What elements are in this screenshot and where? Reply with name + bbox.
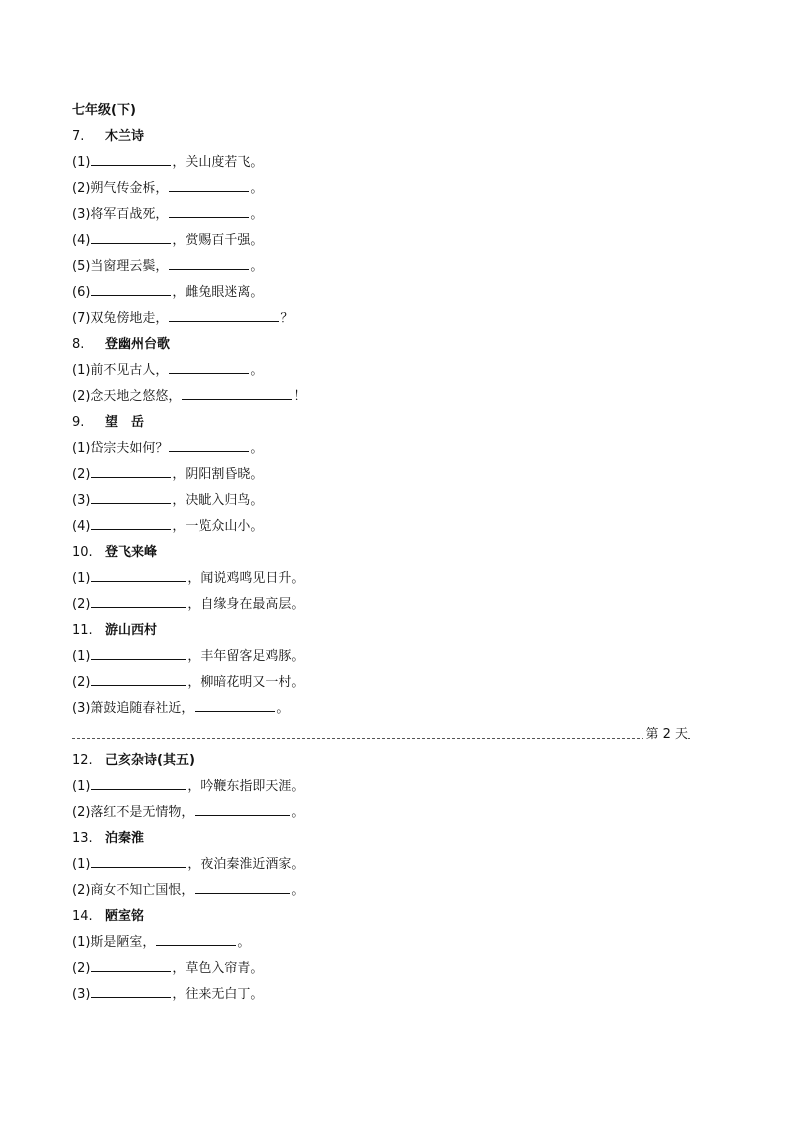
line-prefix: (2)商女不知亡国恨， <box>72 883 195 898</box>
answer-blank[interactable] <box>195 879 290 894</box>
question-line <box>72 384 690 410</box>
answer-blank[interactable] <box>91 567 186 582</box>
line-suffix: ，丰年留客足鸡豚。 <box>187 649 305 664</box>
line-suffix: ，自缘身在最高层。 <box>187 597 305 612</box>
question-line <box>72 254 690 280</box>
question-line <box>72 176 690 202</box>
answer-blank[interactable] <box>91 853 186 868</box>
line-suffix: ，夜泊秦淮近酒家。 <box>187 857 305 872</box>
line-prefix: (1) <box>72 779 91 794</box>
answer-blank[interactable] <box>91 775 186 790</box>
question-line <box>72 436 690 462</box>
answer-blank[interactable] <box>91 463 171 478</box>
line-prefix: (7)双兔傍地走， <box>72 311 169 326</box>
question-line <box>72 644 690 670</box>
answer-blank[interactable] <box>156 931 236 946</box>
line-prefix: (2) <box>72 597 91 612</box>
line-suffix: ，吟鞭东指即天涯。 <box>187 779 305 794</box>
section-heading <box>72 748 690 774</box>
section-heading <box>72 826 690 852</box>
section-number: 8. <box>72 337 85 352</box>
line-suffix: ，草色入帘青。 <box>172 961 264 976</box>
line-suffix: 。 <box>291 883 305 898</box>
line-prefix: (4) <box>72 519 91 534</box>
worksheet <box>72 98 690 1008</box>
answer-blank[interactable] <box>169 359 249 374</box>
line-prefix: (3)将军百战死， <box>72 207 169 222</box>
section-heading <box>72 540 690 566</box>
answer-blank[interactable] <box>169 203 249 218</box>
section-heading <box>72 124 690 150</box>
line-suffix: 。 <box>250 259 264 274</box>
question-line <box>72 982 690 1008</box>
line-suffix: 。 <box>276 701 290 716</box>
question-line <box>72 358 690 384</box>
question-line <box>72 696 690 722</box>
question-line <box>72 930 690 956</box>
answer-blank[interactable] <box>91 229 171 244</box>
line-prefix: (1) <box>72 155 91 170</box>
question-line <box>72 878 690 904</box>
line-prefix: (3) <box>72 987 91 1002</box>
question-line <box>72 280 690 306</box>
question-line <box>72 202 690 228</box>
answer-blank[interactable] <box>91 593 186 608</box>
answer-blank[interactable] <box>169 255 249 270</box>
section-title: 登飞来峰 <box>105 545 158 560</box>
question-line <box>72 592 690 618</box>
section-number: 10. <box>72 545 93 560</box>
question-line <box>72 488 690 514</box>
dashed-rule <box>72 738 690 739</box>
question-line <box>72 150 690 176</box>
section-number: 7. <box>72 129 85 144</box>
line-suffix: 。 <box>250 363 264 378</box>
section-title: 木兰诗 <box>105 129 145 144</box>
section-number: 12. <box>72 753 93 768</box>
section-title: 登幽州台歌 <box>105 337 171 352</box>
question-line <box>72 774 690 800</box>
section-number: 9. <box>72 415 85 430</box>
answer-blank[interactable] <box>195 801 290 816</box>
line-suffix: ，关山度若飞。 <box>172 155 264 170</box>
line-prefix: (6) <box>72 285 91 300</box>
section-title: 游山西村 <box>105 623 158 638</box>
line-prefix: (2)朔气传金柝， <box>72 181 169 196</box>
section-heading <box>72 618 690 644</box>
answer-blank[interactable] <box>169 307 279 322</box>
question-line <box>72 462 690 488</box>
line-prefix: (2)落红不是无情物， <box>72 805 195 820</box>
line-prefix: (1)斯是陋室， <box>72 935 156 950</box>
line-suffix: ，一览众山小。 <box>172 519 264 534</box>
line-prefix: (2)念天地之悠悠， <box>72 389 182 404</box>
line-prefix: (2) <box>72 675 91 690</box>
answer-blank[interactable] <box>91 983 171 998</box>
section-number: 11. <box>72 623 93 638</box>
answer-blank[interactable] <box>91 151 171 166</box>
section-number: 13. <box>72 831 93 846</box>
line-suffix: ，雌兔眼迷离。 <box>172 285 264 300</box>
line-suffix: 。 <box>237 935 251 950</box>
answer-blank[interactable] <box>91 515 171 530</box>
line-suffix: 。 <box>250 181 264 196</box>
line-prefix: (3) <box>72 493 91 508</box>
section-heading <box>72 410 690 436</box>
line-prefix: (1) <box>72 571 91 586</box>
answer-blank[interactable] <box>91 957 171 972</box>
day-label: 第 2 天 <box>643 722 688 748</box>
line-prefix: (5)当窗理云鬓， <box>72 259 169 274</box>
line-prefix: (1) <box>72 649 91 664</box>
answer-blank[interactable] <box>91 281 171 296</box>
line-suffix: ！ <box>293 389 307 404</box>
day-divider <box>72 722 690 748</box>
line-prefix: (2) <box>72 961 91 976</box>
section-heading <box>72 904 690 930</box>
section-heading <box>72 332 690 358</box>
line-suffix: ，决眦入归鸟。 <box>172 493 264 508</box>
line-prefix: (4) <box>72 233 91 248</box>
question-line <box>72 514 690 540</box>
question-line <box>72 670 690 696</box>
answer-blank[interactable] <box>182 385 292 400</box>
question-line <box>72 566 690 592</box>
question-line <box>72 306 690 332</box>
answer-blank[interactable] <box>91 489 171 504</box>
answer-blank[interactable] <box>169 437 249 452</box>
section-number: 14. <box>72 909 93 924</box>
section-title: 望 岳 <box>105 415 145 430</box>
line-suffix: 。 <box>291 805 305 820</box>
line-prefix: (1)前不见古人， <box>72 363 169 378</box>
answer-blank[interactable] <box>169 177 249 192</box>
section-title: 己亥杂诗(其五) <box>105 753 195 768</box>
line-suffix: 。 <box>250 441 264 456</box>
question-line <box>72 956 690 982</box>
line-suffix: ，赏赐百千强。 <box>172 233 264 248</box>
line-suffix: ，阴阳割昏晓。 <box>172 467 264 482</box>
grade-heading: 七年级(下) <box>72 103 136 118</box>
question-line <box>72 852 690 878</box>
line-prefix: (3)箫鼓追随春社近， <box>72 701 195 716</box>
answer-blank[interactable] <box>195 697 275 712</box>
line-suffix: ，往来无白丁。 <box>172 987 264 1002</box>
line-suffix: ，柳暗花明又一村。 <box>187 675 305 690</box>
line-suffix: ？ <box>280 311 294 326</box>
line-suffix: 。 <box>250 207 264 222</box>
line-prefix: (2) <box>72 467 91 482</box>
line-suffix: ，闻说鸡鸣见日升。 <box>187 571 305 586</box>
question-line <box>72 228 690 254</box>
section-title: 泊秦淮 <box>105 831 145 846</box>
answer-blank[interactable] <box>91 671 186 686</box>
line-prefix: (1) <box>72 857 91 872</box>
question-line <box>72 800 690 826</box>
section-title: 陋室铭 <box>105 909 145 924</box>
line-prefix: (1)岱宗夫如何？ <box>72 441 169 456</box>
answer-blank[interactable] <box>91 645 186 660</box>
